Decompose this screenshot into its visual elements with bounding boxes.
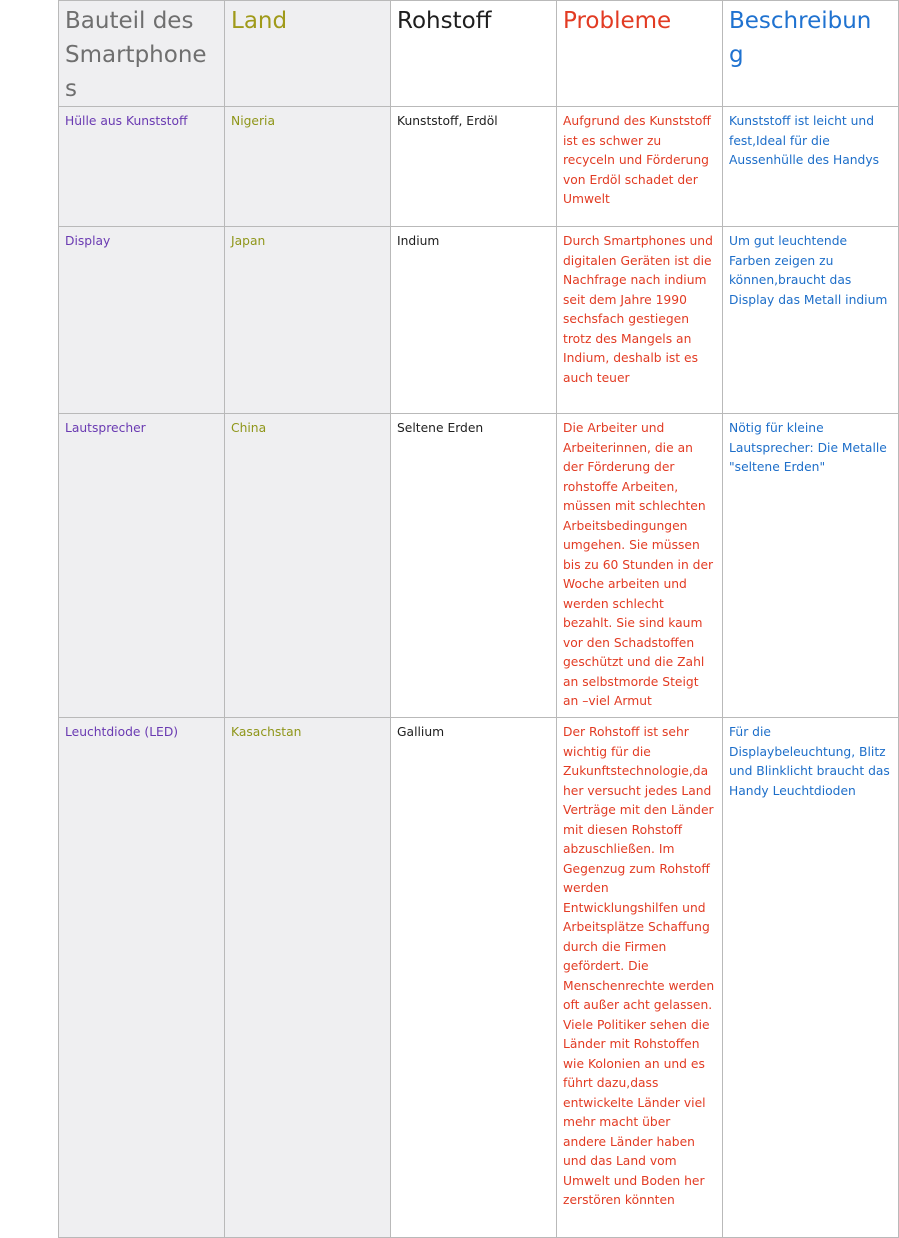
table-row xyxy=(59,414,899,718)
cell-country: China xyxy=(225,414,391,718)
header-part: Bauteil des Smartphones xyxy=(59,1,225,107)
table-row xyxy=(59,718,899,1238)
cell-country: Nigeria xyxy=(225,107,391,227)
header-description: Beschreibun g xyxy=(723,1,899,107)
smartphone-resources-table-wrapper xyxy=(58,0,890,1207)
cell-description: Für die Displaybeleuchtung, Blitz und Blinklicht braucht das Handy Leuchtdioden xyxy=(723,718,899,1238)
cell-country: Kasachstan xyxy=(225,718,391,1238)
cell-problems: Die Arbeiter und Arbeiterinnen, die an der Förderung der rohstoffe Arbeiten, müssen mit schlechten Arbeitsbedingungen umgehen. Sie müssen bis zu 60 Stunden in der Woche arbeiten und werden schlecht bezahlt. Sie sind kaum vor den Schadstoffen geschützt und die Zahl an selbstmorde Steigt an –viel Armut xyxy=(557,414,723,718)
cell-country: Japan xyxy=(225,227,391,414)
cell-resource: Seltene Erden xyxy=(391,414,557,718)
smartphone-resources-table xyxy=(58,0,899,1238)
header-country: Land xyxy=(225,1,391,107)
cell-part: Hülle aus Kunststoff xyxy=(59,107,225,227)
header-row xyxy=(59,1,899,107)
cell-problems: Durch Smartphones und digitalen Geräten ist die Nachfrage nach indium seit dem Jahre 1990 sechsfach gestiegen trotz des Mangels an Indium, deshalb ist es auch teuer xyxy=(557,227,723,414)
cell-problems: Der Rohstoff ist sehr wichtig für die Zukunftstechnologie,da her versucht jedes Land Verträge mit den Länder mit diesen Rohstoff abzuschließen. Im Gegenzug zum Rohstoff werden Entwicklungshilfen und Arbeitsplätze Schaffung durch die Firmen gefördert. Die Menschenrechte werden oft außer acht gelassen. Viele Politiker sehen die Länder mit Rohstoffen wie Kolonien an und es führt dazu,dass entwickelte Länder viel mehr macht über andere Länder haben und das Land vom Umwelt und Boden her zerstören könnten xyxy=(557,718,723,1238)
cell-part: Lautsprecher xyxy=(59,414,225,718)
cell-description: Kunststoff ist leicht und fest,Ideal für die Aussenhülle des Handys xyxy=(723,107,899,227)
cell-description: Nötig für kleine Lautsprecher: Die Metalle "seltene Erden" xyxy=(723,414,899,718)
cell-part: Leuchtdiode (LED) xyxy=(59,718,225,1238)
cell-resource: Kunststoff, Erdöl xyxy=(391,107,557,227)
cell-problems: Aufgrund des Kunststoff ist es schwer zu recyceln und Förderung von Erdöl schadet der Umwelt xyxy=(557,107,723,227)
cell-resource: Indium xyxy=(391,227,557,414)
header-problems: Probleme xyxy=(557,1,723,107)
cell-description: Um gut leuchtende Farben zeigen zu können,braucht das Display das Metall indium xyxy=(723,227,899,414)
header-resource: Rohstoff xyxy=(391,1,557,107)
table-row xyxy=(59,227,899,414)
table-row xyxy=(59,107,899,227)
cell-part: Display xyxy=(59,227,225,414)
cell-resource: Gallium xyxy=(391,718,557,1238)
